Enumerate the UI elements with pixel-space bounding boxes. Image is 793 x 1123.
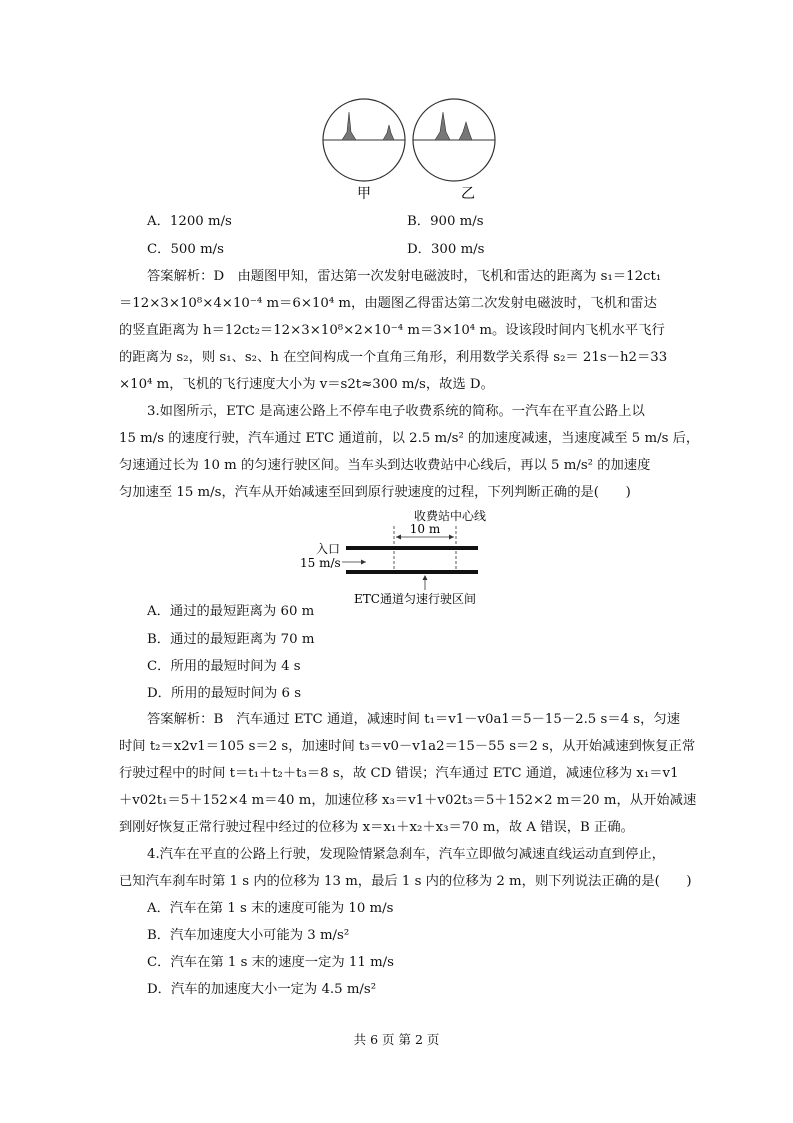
etc-distance-label: 10 m: [409, 522, 441, 536]
q2-option-b: B．900 m/s: [407, 214, 484, 229]
q2-analysis-line: 答案解析：D 由题图甲知，雷达第一次发射电磁波时，飞机和雷达的距离为 s₁＝12ct₁: [147, 269, 662, 284]
q4-option-d: D．汽车的加速度大小一定为 4.5 m/s²: [147, 982, 377, 997]
q3-analysis-line: ＋v02t₁＝5＋152×4 m＝40 m，加速位移 x₃＝v1＋v02t₃＝5＋152×2 m＝20 m，从开始减速: [119, 793, 697, 808]
radar-figure: [320, 98, 500, 203]
q3-option-a: A．通过的最短距离为 60 m: [147, 604, 315, 619]
etc-zone-label: ETC通道匀速行驶区间: [354, 592, 476, 606]
etc-speed-label: 15 m/s: [300, 556, 341, 570]
q2-analysis-line: ＝12×3×10⁸×4×10⁻⁴ m＝6×10⁴ m，由题图乙得雷达第二次发射电磁波时，飞机和雷达: [119, 296, 657, 311]
q2-analysis-line: 的竖直距离为 h＝12ct₂＝12×3×10⁸×2×10⁻⁴ m＝3×10⁴ m。设该段时间内飞机水平飞行: [119, 323, 665, 338]
etc-centerline-label: 收费站中心线: [413, 509, 487, 523]
q3-analysis-line: 时间 t₂＝x2v1＝105 s＝2 s，加速时间 t₃＝v0－v1a2＝15－55 s＝2 s，从开始减速到恢复正常: [119, 739, 696, 754]
etc-figure: [290, 506, 530, 606]
q4-option-b: B．汽车加速度大小可能为 3 m/s²: [147, 928, 350, 943]
etc-entrance-label: 入口: [316, 542, 341, 556]
q2-analysis-line: ×10⁴ m，飞机的飞行速度大小为 v＝s2t≈300 m/s，故选 D。: [119, 377, 494, 392]
q3-analysis-line: 行驶过程中的时间 t＝t₁＋t₂＋t₃＝8 s，故 CD 错误；汽车通过 ETC 通道，减速位移为 x₁＝v1: [119, 766, 679, 781]
q4-stem-line: 4.汽车在平直的公路上行驶，发现险情紧急刹车，汽车立即做匀减速直线运动直到停止，: [147, 847, 665, 862]
q3-stem-line: 匀速通过长为 10 m 的匀速行驶区间。当车头到达收费站中心线后，再以 5 m/s² 的加速度: [119, 458, 651, 473]
q3-stem-line: 匀加速至 15 m/s，汽车从开始减速至回到原行驶速度的过程，下列判断正确的是( ): [119, 485, 631, 500]
q3-option-b: B．通过的最短距离为 70 m: [147, 632, 315, 647]
q3-stem-line: 15 m/s 的速度行驶，汽车通过 ETC 通道前，以 2.5 m/s² 的加速度减速，当速度减至 5 m/s 后，: [119, 431, 700, 446]
q4-option-a: A．汽车在第 1 s 末的速度可能为 10 m/s: [147, 901, 394, 916]
q2-option-a: A．1200 m/s: [147, 214, 232, 229]
q4-option-c: C．汽车在第 1 s 末的速度一定为 11 m/s: [147, 955, 394, 970]
q3-option-c: C．所用的最短时间为 4 s: [147, 659, 301, 674]
q4-stem-line: 已知汽车刹车时第 1 s 内的位移为 13 m，最后 1 s 内的位移为 2 m，则下列说法正确的是( ): [119, 874, 692, 889]
q3-option-d: D．所用的最短时间为 6 s: [147, 686, 302, 701]
radar-label-left: 甲: [357, 186, 371, 202]
page-footer: 共 6 页 第 2 页: [353, 1032, 440, 1047]
q2-option-c: C．500 m/s: [147, 242, 224, 257]
q2-analysis-line: 的距离为 s₂，则 s₁、s₂、h 在空间构成一个直角三角形，利用数学关系得 s₂＝ 21s－h2＝33: [119, 350, 668, 365]
radar-screen-left: [323, 99, 405, 181]
q3-stem-line: 3.如图所示，ETC 是高速公路上不停车电子收费系统的简称。一汽车在平直公路上以: [147, 404, 645, 419]
q3-analysis-line: 答案解析：B 汽车通过 ETC 通道，减速时间 t₁＝v1－v0a1＝5－15－2.5 s＝4 s，匀速: [147, 712, 681, 727]
radar-label-right: 乙: [461, 186, 475, 202]
q2-option-d: D．300 m/s: [407, 242, 485, 257]
radar-screen-right: [413, 99, 495, 181]
q3-analysis-line: 到刚好恢复正常行驶过程中经过的位移为 x＝x₁＋x₂＋x₃＝70 m，故 A 错误，B 正确。: [119, 820, 634, 835]
